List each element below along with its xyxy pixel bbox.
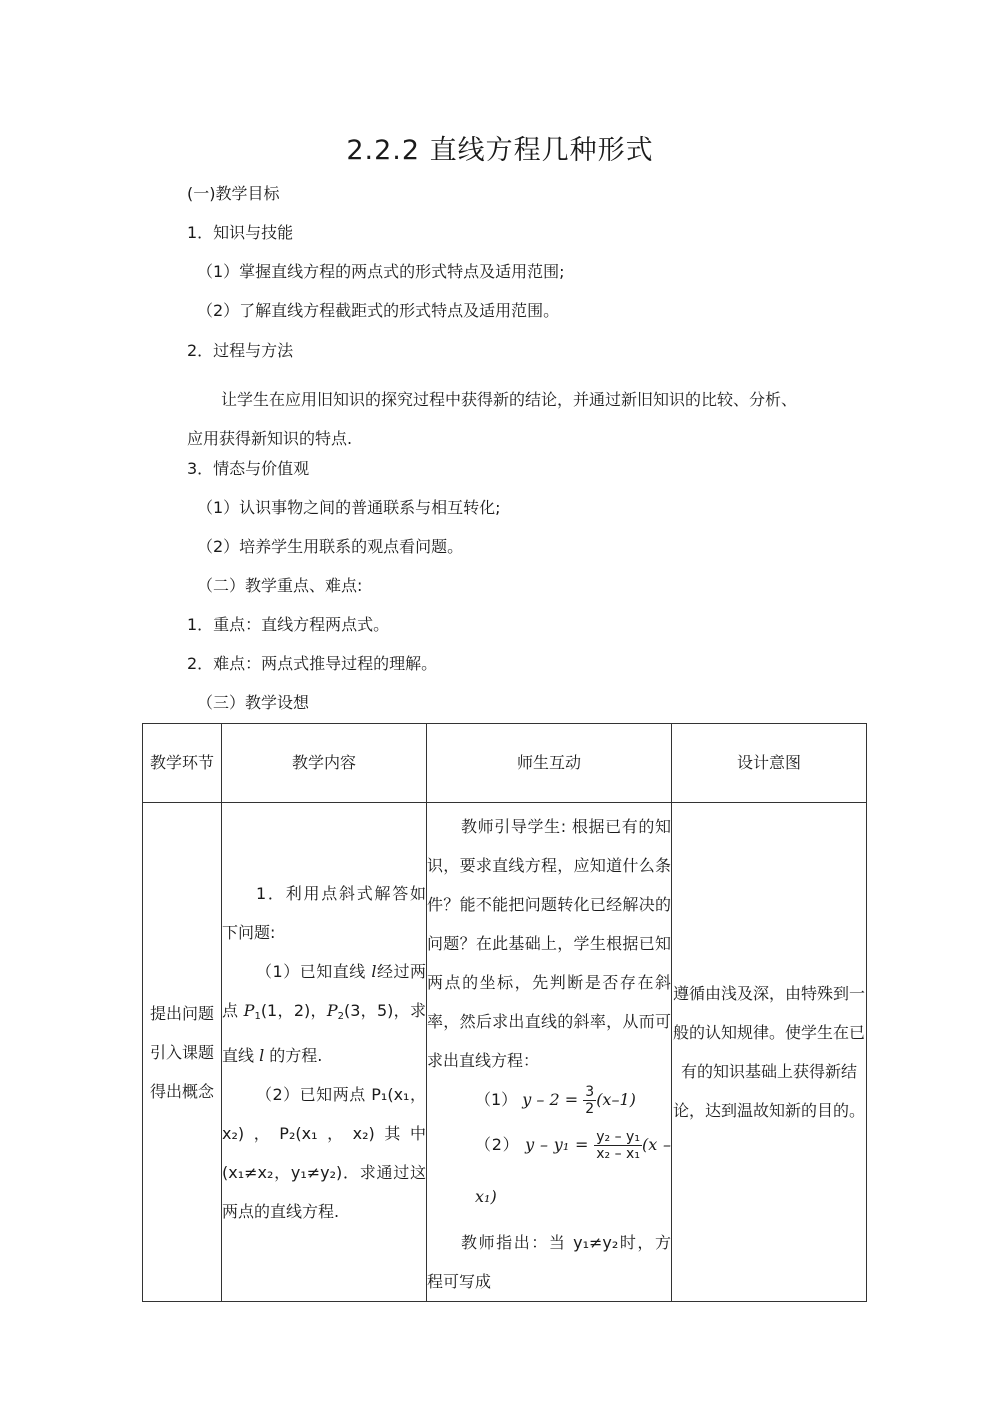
subheading-knowledge-skills: 1．知识与技能 [187, 223, 294, 242]
text: (1，2)， [260, 1000, 327, 1020]
content-intro: 1．利用点斜式解答如下问题: [222, 883, 426, 942]
text: 的方程. [264, 1045, 323, 1065]
header-interaction: 师生互动 [427, 724, 672, 803]
text: 经过两点 [222, 961, 426, 1020]
text: (3，5)， [343, 1000, 410, 1020]
subheading-process-method: 2．过程与方法 [187, 341, 294, 360]
numerator: y₂ – y₁ [596, 1129, 640, 1145]
objective-item: （2）了解直线方程截距式的形式特点及适用范围。 [197, 301, 560, 320]
paragraph-line: 应用获得新知识的特点. [187, 429, 353, 448]
formula-rhs: (x–1) [596, 1090, 636, 1109]
text: （1）已知直线 [256, 961, 372, 981]
objective-item: （1）掌握直线方程的两点式的形式特点及适用范围; [197, 262, 565, 281]
formula-lhs: y – 2 = [522, 1090, 579, 1109]
content-question-1 [222, 952, 426, 1075]
formula-label: （1） [475, 1090, 518, 1109]
objective-item: （2）培养学生用联系的观点看问题。 [197, 537, 464, 556]
subheading-values: 3．情态与价值观 [187, 459, 310, 478]
teacher-note: 教师指出：当 y₁≠y₂时，方程可写成 [427, 1233, 671, 1291]
math-var: l [259, 1045, 265, 1065]
header-intent: 设计意图 [672, 724, 867, 803]
math-var: l [371, 961, 377, 981]
objective-item: （1）认识事物之间的普通联系与相互转化; [197, 498, 501, 517]
header-content: 教学内容 [222, 724, 427, 803]
fraction [594, 1129, 642, 1162]
content-question-2 [222, 1075, 426, 1231]
denominator: x₂ – x₁ [596, 1146, 640, 1162]
table-row [143, 803, 867, 1302]
process-method-paragraph [187, 380, 867, 458]
formula-rhs: (x – x₁) [475, 1135, 672, 1206]
section-heading-key-points: （二）教学重点、难点: [197, 576, 363, 595]
cell-intent: 遵循由浅及深，由特殊到一般的认知规律。使学生在已有的知识基础上获得新结论，达到温故知新的目的。 [672, 803, 867, 1302]
formula-lhs: y – y₁ = [525, 1135, 589, 1154]
formula-2 [427, 1119, 671, 1223]
fraction [583, 1084, 596, 1117]
interaction-paragraph: 教师引导学生: 根据已有的知识，要求直线方程，应知道什么条件？能不能把问题转化已经解决的问题？在此基础上，学生根据已知两点的坐标，先判断是否存在斜率，然后求出直线的斜率，从而可求出直线方程： [427, 817, 671, 1070]
math-sub: 1 [254, 1010, 261, 1022]
text: 求直线 [222, 1000, 426, 1065]
header-stage: 教学环节 [143, 724, 222, 803]
text: （2）已知两点 [256, 1084, 372, 1104]
difficulty-point: 2．难点：两点式推导过程的理解。 [187, 654, 438, 673]
cell-interaction [427, 803, 672, 1302]
math-var: P [326, 1000, 338, 1020]
math-sub: 2 [337, 1010, 344, 1022]
formula-1 [427, 1080, 671, 1119]
text: P₁(x₁，x₂)，P₂(x₁，x₂)其中(x₁≠x₂，y₁≠y₂)．求通过这两点的直线方程. [222, 1084, 426, 1221]
table-header-row [143, 724, 867, 803]
cell-content [222, 803, 427, 1302]
cell-stage: 提出问题引入课题得出概念 [143, 803, 222, 1302]
denominator: 2 [585, 1101, 595, 1117]
paragraph-line: 让学生在应用旧知识的探究过程中获得新的结论，并通过新旧知识的比较、分析、 [221, 390, 798, 409]
section-heading-teaching-plan: （三）教学设想 [197, 693, 310, 712]
teaching-plan-table [142, 723, 867, 1302]
section-heading-objectives: (一)教学目标 [187, 184, 280, 203]
math-var: P [243, 1000, 255, 1020]
formula-label: （2） [475, 1135, 520, 1154]
key-point: 1．重点：直线方程两点式。 [187, 615, 390, 634]
document-title: 2.2.2 直线方程几种形式 [346, 135, 654, 166]
numerator: 3 [585, 1084, 595, 1100]
